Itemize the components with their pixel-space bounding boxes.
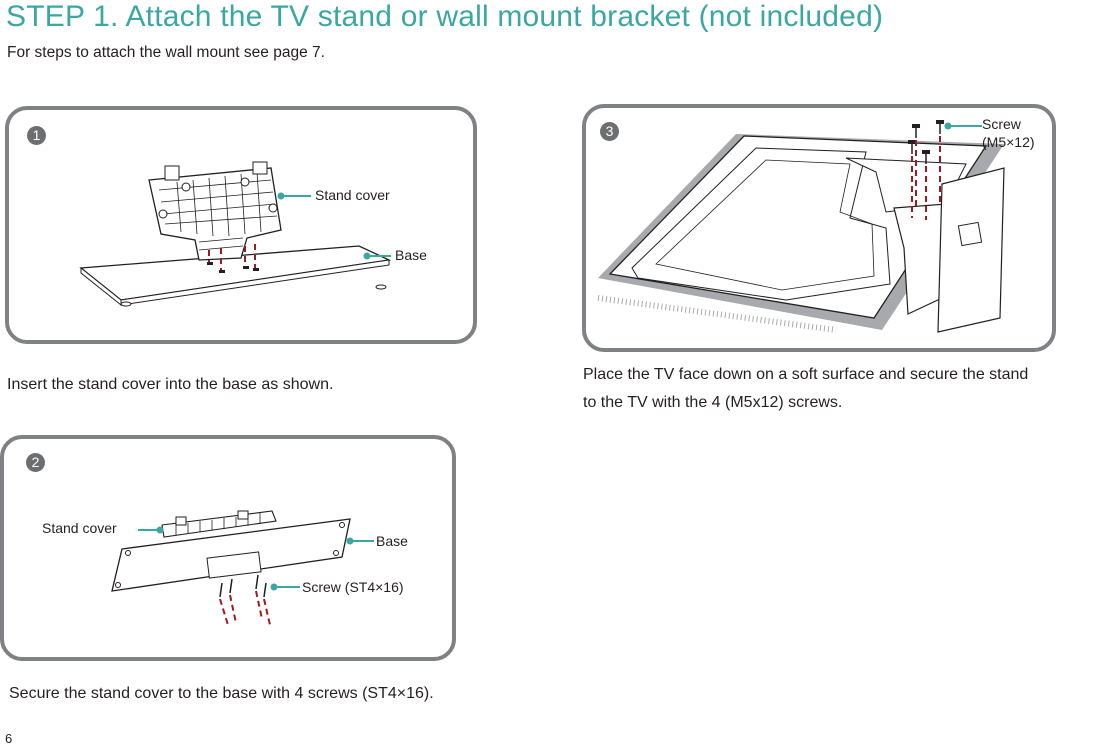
- stand-cover-base-illustration: [9, 110, 477, 344]
- step-caption-3-line-1: Place the TV face down on a soft surface and secure the stand: [583, 366, 1029, 383]
- label-screw: Screw: [982, 116, 1021, 132]
- step-panel-1: [5, 106, 477, 344]
- stand-screws-illustration: [4, 439, 456, 661]
- label-screw: Screw (ST4×16): [302, 579, 404, 595]
- step-badge-2: 2: [26, 453, 45, 472]
- label-base: Base: [376, 533, 408, 549]
- page-title: STEP 1. Attach the TV stand or wall mount bracket (not included): [6, 0, 884, 33]
- label-base: Base: [395, 247, 427, 263]
- step-caption-2: Secure the stand cover to the base with 4 screws (ST4×16).: [9, 685, 434, 702]
- label-screw-size: (M5×12): [982, 134, 1035, 150]
- page-subtitle: For steps to attach the wall mount see page 7.: [7, 44, 325, 61]
- label-stand-cover: Stand cover: [42, 520, 117, 536]
- page-number: 6: [5, 731, 13, 746]
- label-stand-cover: Stand cover: [315, 187, 390, 203]
- step-caption-1: Insert the stand cover into the base as shown.: [7, 376, 334, 393]
- step-panel-3: [582, 104, 1056, 352]
- step-badge-1: 1: [27, 126, 46, 145]
- step-panel-2: [0, 435, 456, 661]
- step-caption-3-line-2: to the TV with the 4 (M5x12) screws.: [583, 394, 843, 411]
- step-badge-3: 3: [600, 122, 619, 141]
